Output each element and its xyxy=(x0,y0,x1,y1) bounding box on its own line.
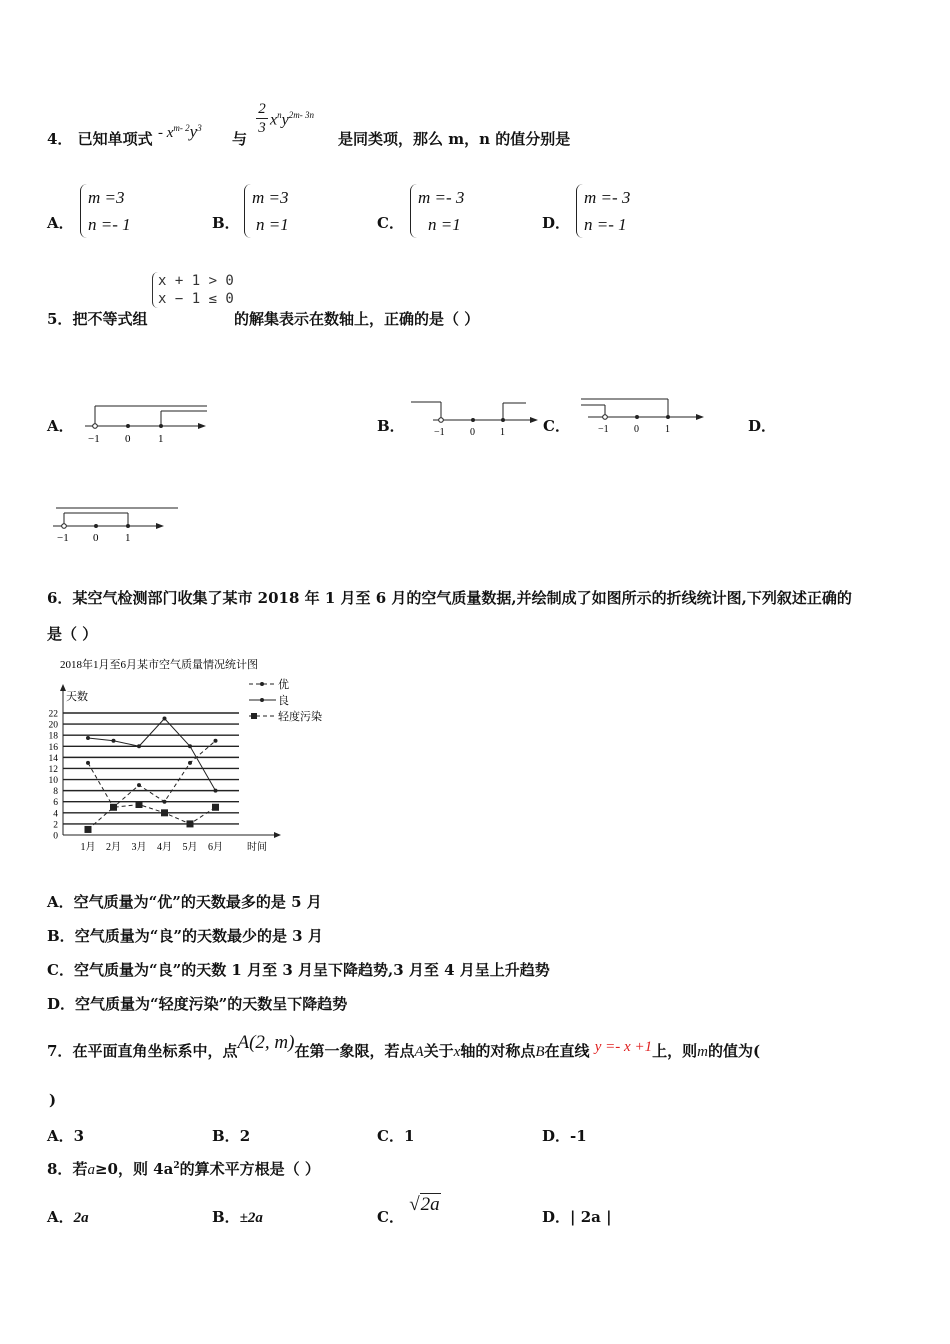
axis-label: −1 xyxy=(57,532,69,544)
q4-option-a-label[interactable]: A． xyxy=(47,214,74,232)
x-axis-arrow xyxy=(274,832,281,838)
air-quality-line-chart xyxy=(44,655,344,860)
data-point xyxy=(188,761,192,765)
q7-option-a[interactable]: A．3 xyxy=(47,1127,85,1145)
y-tick-label: 10 xyxy=(48,776,58,787)
axis-label: 1 xyxy=(125,532,131,544)
legend-marker xyxy=(251,713,257,719)
axis-label: 0 xyxy=(470,427,475,438)
data-point xyxy=(110,804,117,811)
legend-label: 轻度污染 xyxy=(278,711,322,723)
y-tick-label: 18 xyxy=(48,731,58,742)
sqrt-icon: √2a xyxy=(409,1194,440,1215)
data-point xyxy=(212,804,219,811)
series-line xyxy=(88,741,216,808)
q6-stem-line2: 是（ ） xyxy=(47,625,98,643)
q5-option-d-numberline[interactable] xyxy=(48,500,183,546)
q8-stem: 8．若a≥0，则 $4a^2$的算术平方根是（ ） xyxy=(47,1160,320,1178)
data-point xyxy=(161,809,168,816)
data-point xyxy=(112,739,116,743)
data-point xyxy=(136,801,143,808)
q4-option-b-system[interactable]: m =3 n =1 xyxy=(244,184,289,238)
q7-close-paren: ) xyxy=(49,1091,57,1109)
data-point xyxy=(163,800,167,804)
q7-stem: 7．在平面直角坐标系中，点A(2, m)在第一象限，若点A关于x轴的对称点B在直线 y =- x +1上，则m的值为( xyxy=(47,1032,761,1060)
data-point xyxy=(214,739,218,743)
chart-title: 2018年1月至6月某市空气质量情况统计图 xyxy=(60,659,258,671)
q5-option-c-label[interactable]: C． xyxy=(543,417,570,435)
data-point xyxy=(214,789,218,793)
q4-option-d-system[interactable]: m =- 3 n =- 1 xyxy=(576,184,630,238)
q7-point-a: A xyxy=(237,1032,250,1053)
q4-option-c-system[interactable]: m =- 3 n =1 xyxy=(410,184,464,238)
q4-number: 4． xyxy=(47,130,73,148)
y-tick-label: 22 xyxy=(48,709,58,720)
x-tick-label: 5月 xyxy=(182,842,198,853)
q6-option-b[interactable]: B．空气质量为“良”的天数最少的是 3 月 xyxy=(47,927,323,945)
q5-text2: 的解集表示在数轴上，正确的是（ ） xyxy=(234,310,480,328)
q5-option-a-numberline[interactable] xyxy=(80,400,210,446)
x-tick-label: 3月 xyxy=(131,842,147,853)
data-point xyxy=(137,744,141,748)
q6-option-d[interactable]: D．空气质量为“轻度污染”的天数呈下降趋势 xyxy=(47,995,348,1013)
q5-stem: 5．把不等式组 xyxy=(47,310,148,328)
q5-option-b-numberline[interactable] xyxy=(408,398,543,440)
y-tick-label: 20 xyxy=(48,720,58,731)
legend-marker xyxy=(260,698,264,702)
y-tick-label: 0 xyxy=(53,831,58,842)
legend-marker xyxy=(260,682,264,686)
legend-label: 良 xyxy=(278,695,289,707)
axis-label: 1 xyxy=(500,427,505,438)
q4-option-a-system[interactable]: m =3 n =- 1 xyxy=(80,184,131,238)
q4-option-b-label[interactable]: B． xyxy=(212,214,240,232)
x-tick-label: 2月 xyxy=(106,842,121,853)
q5-option-d-label[interactable]: D． xyxy=(748,417,777,435)
data-point xyxy=(86,761,90,765)
y-tick-label: 6 xyxy=(53,798,58,809)
y-tick-label: 2 xyxy=(53,820,58,831)
q7-option-c[interactable]: C．1 xyxy=(377,1127,415,1145)
axis-label: 0 xyxy=(634,424,639,435)
data-point xyxy=(86,736,90,740)
q8-option-c[interactable]: C． √2a xyxy=(377,1194,440,1226)
chart-ylabel: 天数 xyxy=(66,691,88,703)
chart-xlabel: 时间 xyxy=(247,842,267,853)
q4-text1: 已知单项式 xyxy=(77,130,153,148)
y-tick-label: 16 xyxy=(48,742,58,753)
q8-option-a[interactable]: A．2a xyxy=(47,1208,89,1226)
q7-line-equation: y =- x +1 xyxy=(594,1039,653,1055)
data-point xyxy=(188,744,192,748)
y-tick-label: 8 xyxy=(53,787,58,798)
q4-option-c-label[interactable]: C． xyxy=(377,214,404,232)
y-tick-label: 12 xyxy=(48,764,58,775)
x-tick-label: 4月 xyxy=(157,842,172,853)
axis-label: 1 xyxy=(665,424,670,435)
y-tick-label: 14 xyxy=(48,753,58,764)
axis-label: 0 xyxy=(93,532,99,544)
x-tick-label: 1月 xyxy=(80,842,96,853)
q5-option-b-label[interactable]: B． xyxy=(377,417,405,435)
q8-option-d[interactable]: D．| 2a | xyxy=(542,1208,612,1226)
q4-fraction: 2 3 xyxy=(256,100,268,137)
legend-label: 优 xyxy=(278,679,289,691)
data-point xyxy=(187,820,194,827)
axis-label: −1 xyxy=(88,433,100,445)
data-point xyxy=(137,783,141,787)
q5-option-c-numberline[interactable] xyxy=(578,395,708,440)
q7-option-b[interactable]: B．2 xyxy=(212,1127,251,1145)
q4-option-d-label[interactable]: D． xyxy=(542,214,571,232)
series-line xyxy=(88,805,216,830)
q8-option-b[interactable]: B．±2a xyxy=(212,1208,263,1226)
axis-label: 0 xyxy=(125,433,131,445)
q5-option-a-label[interactable]: A． xyxy=(47,417,74,435)
axis-label: 1 xyxy=(158,433,164,445)
axis-label: −1 xyxy=(598,424,609,435)
x-tick-label: 6月 xyxy=(208,842,223,853)
q4-monomial-1: - $x^{m- 2}y^3$ xyxy=(158,122,202,141)
q4-stem xyxy=(47,128,153,149)
data-point xyxy=(85,826,92,833)
axis-label: −1 xyxy=(434,427,445,438)
q6-option-c[interactable]: C．空气质量为“良”的天数 1 月至 3 月呈下降趋势,3 月至 4 月呈上升趋势 xyxy=(47,961,550,979)
q7-option-d[interactable]: D．-1 xyxy=(542,1127,587,1145)
q4-monomial-2: $x^ny^{2m- 3n}$ xyxy=(270,110,314,129)
data-point xyxy=(163,717,167,721)
q5-inequality-system: x + 1 > 0 x − 1 ≤ 0 xyxy=(152,272,234,308)
y-tick-label: 4 xyxy=(53,809,58,820)
q6-stem-line1: 6．某空气检测部门收集了某市 2018 年 1 月至 6 月的空气质量数据,并绘制成了如图所示的折线统计图,下列叙述正确的 xyxy=(47,589,852,607)
q4-text2: 是同类项，那么 m，n 的值分别是 xyxy=(338,130,571,148)
q4-with: 与 xyxy=(232,130,248,148)
y-axis-arrow xyxy=(60,684,66,691)
q6-option-a[interactable]: A．空气质量为“优”的天数最多的是 5 月 xyxy=(47,893,322,911)
